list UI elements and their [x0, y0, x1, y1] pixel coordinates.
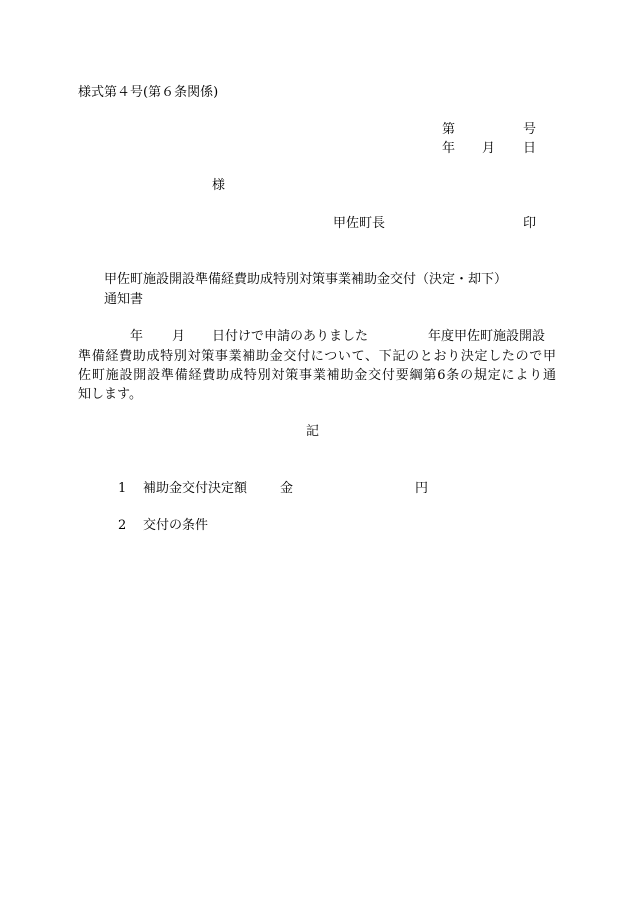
body-after-month: 日付けで申請のありました — [212, 329, 369, 344]
body-line-3: 佐町施設開設準備経費助成特別対策事業補助金交付要綱第6条の規定により通 — [78, 368, 556, 383]
issuer-seal: 印 — [523, 216, 537, 231]
issuer-name: 甲佐町長 — [333, 216, 386, 231]
date-year: 年 — [442, 141, 456, 156]
body-line-4: 知します。 — [78, 387, 142, 402]
body-month: 月 — [172, 329, 186, 344]
item-1-unit: 円 — [415, 481, 429, 496]
doc-number-dai: 第 — [442, 122, 456, 137]
title-line-2: 通知書 — [104, 292, 144, 307]
body-fy-part: 年度甲佐町施設開設 — [428, 329, 546, 344]
item-1-number: 1 — [118, 481, 127, 496]
body-line-2: 準備経費助成特別対策事業補助金交付について、下記のとおり決定したので甲 — [78, 349, 556, 364]
date-day: 日 — [523, 141, 537, 156]
item-2-number: 2 — [118, 518, 127, 533]
item-1-label: 補助金交付決定額 — [143, 481, 248, 496]
title-line-1: 甲佐町施設開設準備経費助成特別対策事業補助金交付（決定・却下） — [104, 272, 508, 287]
item-1-currency: 金 — [280, 481, 294, 496]
recipient-honorific: 様 — [212, 178, 226, 193]
item-2-label: 交付の条件 — [143, 518, 209, 533]
doc-number-go: 号 — [523, 122, 537, 137]
date-month: 月 — [482, 141, 496, 156]
body-year: 年 — [130, 329, 144, 344]
ki-heading: 記 — [306, 424, 320, 439]
form-label: 様式第４号(第６条関係) — [78, 85, 219, 100]
